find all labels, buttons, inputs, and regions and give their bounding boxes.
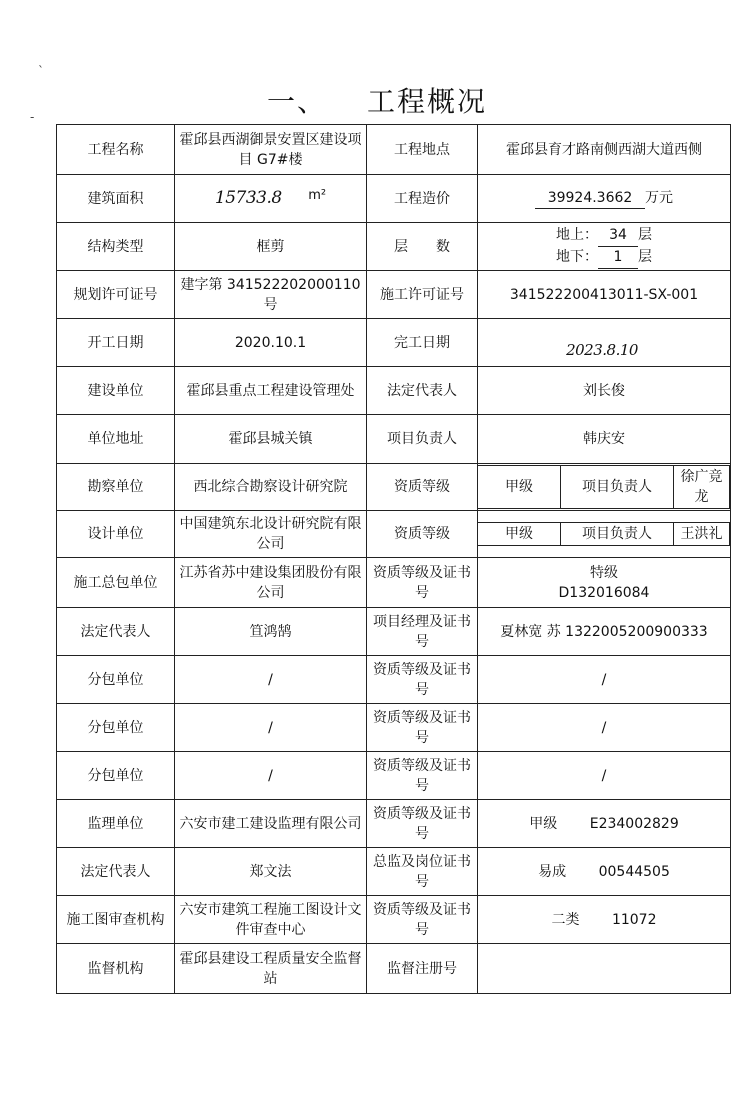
scan-mark-top: ` bbox=[38, 64, 44, 78]
row-planning bbox=[57, 271, 731, 319]
value-design-unit: 中国建筑东北设计研究院有限公司 bbox=[175, 511, 367, 558]
page-title bbox=[0, 80, 754, 120]
row-legal-rep bbox=[57, 608, 731, 656]
label-end-date: 完工日期 bbox=[367, 319, 478, 367]
project-overview-table bbox=[56, 124, 731, 994]
value-end-date-cell bbox=[478, 319, 731, 367]
label-subcontractor-3: 分包单位 bbox=[57, 752, 175, 800]
floors-above bbox=[481, 225, 727, 247]
value-cost-unit: 万元 bbox=[645, 190, 673, 206]
value-survey-leader: 徐广竞龙 bbox=[674, 466, 730, 509]
label-survey-unit: 勘察单位 bbox=[57, 464, 175, 511]
value-drawing-review-grade-cell bbox=[478, 896, 731, 944]
value-project-name: 霍邱县西湖御景安置区建设项目 G7#楼 bbox=[175, 125, 367, 175]
value-project-manager: 夏林宽 苏 1322005200900333 bbox=[478, 608, 731, 656]
label-oversight: 监督机构 bbox=[57, 944, 175, 994]
label-subcontractor-2: 分包单位 bbox=[57, 704, 175, 752]
value-oversight: 霍邱县建设工程质量安全监督站 bbox=[175, 944, 367, 994]
value-area-handwritten: 15733.8 bbox=[214, 187, 282, 208]
label-project-name: 工程名称 bbox=[57, 125, 175, 175]
floors-above-value: 34 bbox=[598, 225, 638, 247]
label-drawing-review: 施工图审查机构 bbox=[57, 896, 175, 944]
label-structure: 结构类型 bbox=[57, 223, 175, 271]
design-details bbox=[478, 522, 730, 546]
design-details-cell bbox=[478, 511, 731, 558]
survey-details-cell bbox=[478, 464, 731, 511]
value-drawing-review: 六安市建筑工程施工图设计文件审查中心 bbox=[175, 896, 367, 944]
label-start-date: 开工日期 bbox=[57, 319, 175, 367]
label-design-unit: 设计单位 bbox=[57, 511, 175, 558]
section-title: 工程概况 bbox=[367, 85, 488, 118]
value-cost: 39924.3662 bbox=[535, 188, 645, 209]
row-address bbox=[57, 415, 731, 464]
row-supervision-rep bbox=[57, 848, 731, 896]
value-builder-legal-rep: 刘长俊 bbox=[478, 367, 731, 415]
label-planning-permit: 规划许可证号 bbox=[57, 271, 175, 319]
label-project-manager: 项目经理及证书号 bbox=[367, 608, 478, 656]
row-drawing-review bbox=[57, 896, 731, 944]
value-survey-grade: 甲级 bbox=[478, 466, 561, 509]
value-design-grade: 甲级 bbox=[478, 523, 561, 546]
row-builder bbox=[57, 367, 731, 415]
label-subcontractor-1: 分包单位 bbox=[57, 656, 175, 704]
scan-mark-left: - bbox=[30, 110, 35, 124]
value-address: 霍邱县城关镇 bbox=[175, 415, 367, 464]
value-structure: 框剪 bbox=[175, 223, 367, 271]
value-supervision-unit: 六安市建工建设监理有限公司 bbox=[175, 800, 367, 848]
label-builder: 建设单位 bbox=[57, 367, 175, 415]
row-survey bbox=[57, 464, 731, 511]
value-subcontractor-2-grade: / bbox=[478, 704, 731, 752]
label-design-grade: 资质等级 bbox=[367, 511, 478, 558]
row-oversight bbox=[57, 944, 731, 994]
value-subcontractor-3-grade: / bbox=[478, 752, 731, 800]
label-address: 单位地址 bbox=[57, 415, 175, 464]
section-number: 一、 bbox=[266, 85, 327, 118]
label-supervision-grade: 资质等级及证书号 bbox=[367, 800, 478, 848]
label-builder-legal-rep: 法定代表人 bbox=[367, 367, 478, 415]
label-contractor-grade: 资质等级及证书号 bbox=[367, 558, 478, 608]
value-construction-permit: 341522200413011-SX-001 bbox=[478, 271, 731, 319]
value-subcontractor-1-grade: / bbox=[478, 656, 731, 704]
value-floors-cell bbox=[478, 223, 731, 271]
floors-below-label: 地下： bbox=[556, 248, 598, 265]
value-supervision-legal-rep: 郑文法 bbox=[175, 848, 367, 896]
label-survey-grade: 资质等级 bbox=[367, 464, 478, 511]
label-design-leader: 项目负责人 bbox=[561, 523, 674, 546]
value-contractor-legal-rep: 笪鸿鹄 bbox=[175, 608, 367, 656]
label-subcontractor-2-grade: 资质等级及证书号 bbox=[367, 704, 478, 752]
label-chief-supervisor: 总监及岗位证书号 bbox=[367, 848, 478, 896]
value-subcontractor-1: / bbox=[175, 656, 367, 704]
label-oversight-reg: 监督注册号 bbox=[367, 944, 478, 994]
value-drawing-review-cert: 11072 bbox=[611, 911, 657, 928]
value-start-date: 2020.10.1 bbox=[175, 319, 367, 367]
row-structure bbox=[57, 223, 731, 271]
value-supervision-grade: 甲级 bbox=[529, 815, 558, 832]
value-survey-unit: 西北综合勘察设计研究院 bbox=[175, 464, 367, 511]
row-supervision bbox=[57, 800, 731, 848]
row-dates bbox=[57, 319, 731, 367]
value-contractor-grade: 特级 bbox=[590, 564, 618, 581]
label-drawing-review-grade: 资质等级及证书号 bbox=[367, 896, 478, 944]
label-subcontractor-3-grade: 资质等级及证书号 bbox=[367, 752, 478, 800]
value-chief-supervisor: 易成 bbox=[538, 863, 567, 880]
floors-above-label: 地上： bbox=[556, 226, 598, 243]
row-subcontractor-2 bbox=[57, 704, 731, 752]
row-subcontractor-1 bbox=[57, 656, 731, 704]
floors-below-value: 1 bbox=[598, 247, 638, 269]
value-contractor-grade-cell bbox=[478, 558, 731, 608]
value-area-unit: m² bbox=[308, 187, 327, 203]
row-project-name bbox=[57, 125, 731, 175]
value-chief-supervisor-cell bbox=[478, 848, 731, 896]
value-supervision-cert: E234002829 bbox=[589, 815, 679, 832]
label-contractor-legal-rep: 法定代表人 bbox=[57, 608, 175, 656]
value-drawing-review-grade: 二类 bbox=[551, 911, 580, 928]
label-subcontractor-1-grade: 资质等级及证书号 bbox=[367, 656, 478, 704]
row-subcontractor-3 bbox=[57, 752, 731, 800]
value-planning-permit: 建字第 341522202000110 号 bbox=[175, 271, 367, 319]
floors-below bbox=[481, 247, 727, 269]
label-project-leader: 项目负责人 bbox=[367, 415, 478, 464]
label-survey-leader: 项目负责人 bbox=[561, 466, 674, 509]
label-supervision-unit: 监理单位 bbox=[57, 800, 175, 848]
value-contractor: 江苏省苏中建设集团股份有限公司 bbox=[175, 558, 367, 608]
row-area bbox=[57, 175, 731, 223]
label-supervision-legal-rep: 法定代表人 bbox=[57, 848, 175, 896]
value-project-location: 霍邱县育才路南侧西湖大道西侧 bbox=[478, 125, 731, 175]
value-builder: 霍邱县重点工程建设管理处 bbox=[175, 367, 367, 415]
row-contractor bbox=[57, 558, 731, 608]
value-oversight-reg bbox=[478, 944, 731, 994]
value-subcontractor-2: / bbox=[175, 704, 367, 752]
value-design-leader: 王洪礼 bbox=[674, 523, 730, 546]
label-project-location: 工程地点 bbox=[367, 125, 478, 175]
label-cost: 工程造价 bbox=[367, 175, 478, 223]
value-chief-supervisor-cert: 00544505 bbox=[598, 863, 670, 880]
label-contractor: 施工总包单位 bbox=[57, 558, 175, 608]
row-design bbox=[57, 511, 731, 558]
label-area: 建筑面积 bbox=[57, 175, 175, 223]
value-project-leader: 韩庆安 bbox=[478, 415, 731, 464]
value-contractor-cert: D132016084 bbox=[558, 584, 650, 601]
label-floors: 层 数 bbox=[367, 223, 478, 271]
value-subcontractor-3: / bbox=[175, 752, 367, 800]
floors-below-unit: 层 bbox=[638, 248, 652, 265]
value-end-date-handwritten: 2023.8.10 bbox=[566, 341, 638, 359]
value-supervision-grade-cell bbox=[478, 800, 731, 848]
value-cost-cell bbox=[478, 175, 731, 223]
label-construction-permit: 施工许可证号 bbox=[367, 271, 478, 319]
value-area-cell bbox=[175, 175, 367, 223]
survey-details bbox=[478, 465, 730, 509]
floors-above-unit: 层 bbox=[638, 226, 652, 243]
